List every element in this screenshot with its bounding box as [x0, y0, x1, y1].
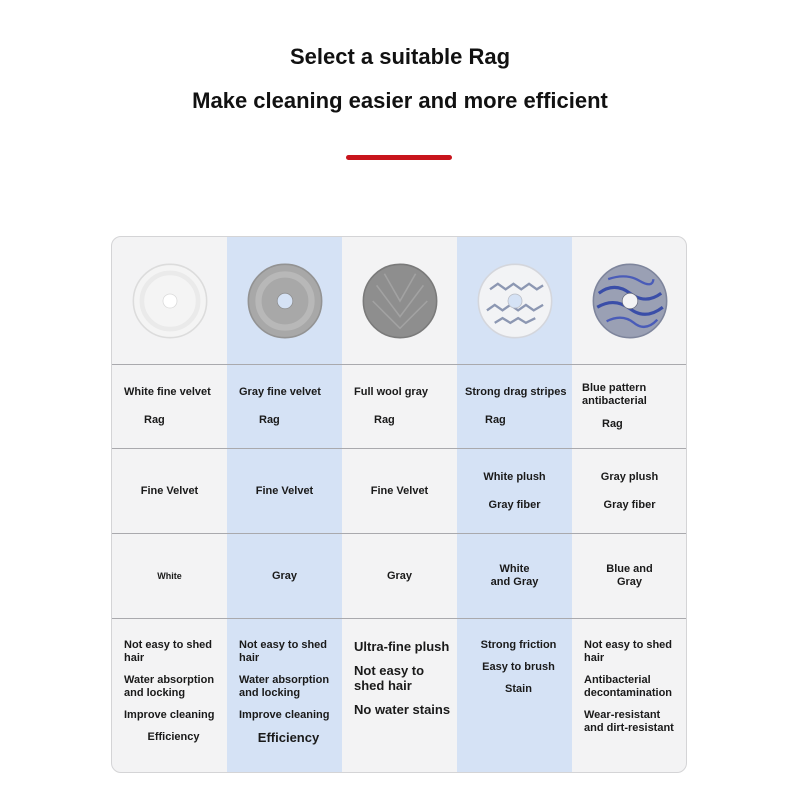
cell-text: White plush: [483, 470, 546, 483]
feature-text: hair: [239, 652, 260, 664]
feature-text: No water stains: [354, 702, 451, 717]
feature-item: [239, 731, 338, 744]
feature-text: Water absorption: [239, 674, 330, 686]
feature-item: [239, 674, 329, 700]
feature-text: hair: [584, 652, 605, 664]
rag-name-cell: [457, 365, 572, 448]
feature-text: Not easy to: [354, 663, 425, 678]
cell-text: Gray: [386, 569, 413, 582]
rag-name-cell: [572, 365, 687, 448]
page-title: Select a suitable Rag: [289, 44, 511, 69]
feature-item: [124, 731, 223, 744]
cell-text: Fine Velvet: [370, 484, 429, 497]
cell-text: Full wool gray: [354, 386, 428, 398]
features-cell: [112, 619, 227, 772]
cell-text: Rag: [485, 414, 506, 426]
rag-name-cell: [112, 365, 227, 448]
rag-name-cell: [227, 365, 342, 448]
feature-text: Not easy to shed: [239, 639, 328, 651]
cell-text: Strong drag stripes: [465, 386, 567, 398]
feature-text: Not easy to shed: [584, 639, 673, 651]
feature-text: Antibacterial: [584, 674, 651, 686]
feature-text: shed hair: [354, 678, 412, 693]
features-cell: [342, 619, 457, 772]
rag-image-wool-gray: [342, 237, 457, 364]
cell-text: Blue and: [606, 563, 653, 575]
page-subtitle: Make cleaning easier and more efficient: [192, 88, 608, 113]
feature-item: [584, 639, 672, 665]
cell-text: White: [499, 563, 530, 575]
feature-item: [354, 702, 450, 717]
color-cell: [457, 534, 572, 618]
feature-text: Wear-resistant: [584, 709, 661, 721]
cell-text: White: [157, 570, 182, 581]
features-cell: [227, 619, 342, 772]
feature-item: [482, 661, 555, 674]
cell-text: Rag: [602, 418, 623, 430]
feature-item: [124, 639, 212, 665]
features-cell: [572, 619, 687, 772]
color-cell: [572, 534, 687, 618]
feature-text: hair: [124, 652, 145, 664]
feature-text: and locking: [124, 687, 186, 699]
feature-text: and dirt-resistant: [584, 722, 674, 734]
cell-text: Gray fine velvet: [239, 386, 321, 398]
cell-text: White fine velvet: [124, 386, 211, 398]
rag-image-gray-velvet: [227, 237, 342, 364]
cell-text: Gray: [616, 576, 643, 588]
feature-text: Ultra-fine plush: [354, 639, 450, 654]
feature-text: Efficiency: [257, 730, 320, 745]
feature-item: [505, 683, 532, 696]
feature-item: [354, 663, 424, 693]
feature-item: [584, 709, 674, 735]
feature-text: Water absorption: [124, 674, 215, 686]
cell-text: Gray fiber: [603, 498, 656, 511]
feature-item: [481, 639, 557, 652]
feature-text: Stain: [505, 683, 532, 695]
cell-text: Rag: [144, 414, 165, 426]
feature-text: Improve cleaning: [124, 709, 215, 721]
feature-item: [354, 639, 449, 654]
cell-text: Rag: [374, 414, 395, 426]
cell-text: Fine Velvet: [255, 484, 314, 497]
feature-text: Strong friction: [480, 639, 557, 651]
cell-text: and Gray: [490, 576, 539, 588]
feature-text: and locking: [239, 687, 301, 699]
feature-item: [124, 709, 214, 722]
cell-text: Gray plush: [600, 470, 659, 483]
feature-text: Efficiency: [147, 731, 200, 743]
accent-divider: [346, 155, 452, 160]
cell-text: antibacterial: [582, 395, 647, 407]
material-cell: [112, 449, 227, 533]
material-cell: [457, 449, 572, 533]
feature-text: decontamination: [584, 687, 673, 699]
rag-image-white-velvet: [112, 237, 227, 364]
material-cell: [227, 449, 342, 533]
rag-image-blue-pattern: [572, 237, 687, 364]
feature-item: [239, 709, 329, 722]
cell-text: Gray fiber: [488, 498, 541, 511]
feature-text: Improve cleaning: [239, 709, 330, 721]
cell-text: Gray: [271, 569, 298, 582]
cell-text: Blue pattern: [582, 382, 647, 394]
material-cell: [342, 449, 457, 533]
rag-image-drag-stripes: [457, 237, 572, 364]
rag-name-cell: [342, 365, 457, 448]
feature-text: Easy to brush: [482, 661, 555, 673]
feature-text: Not easy to shed: [124, 639, 213, 651]
features-cell: [457, 619, 572, 772]
cell-text: Fine Velvet: [140, 484, 199, 497]
comparison-table: [111, 236, 687, 773]
color-cell: [342, 534, 457, 618]
cell-text: Rag: [259, 414, 280, 426]
material-cell: [572, 449, 687, 533]
feature-item: [239, 639, 327, 665]
feature-item: [584, 674, 672, 700]
color-cell: [112, 534, 227, 618]
feature-item: [124, 674, 214, 700]
color-cell: [227, 534, 342, 618]
